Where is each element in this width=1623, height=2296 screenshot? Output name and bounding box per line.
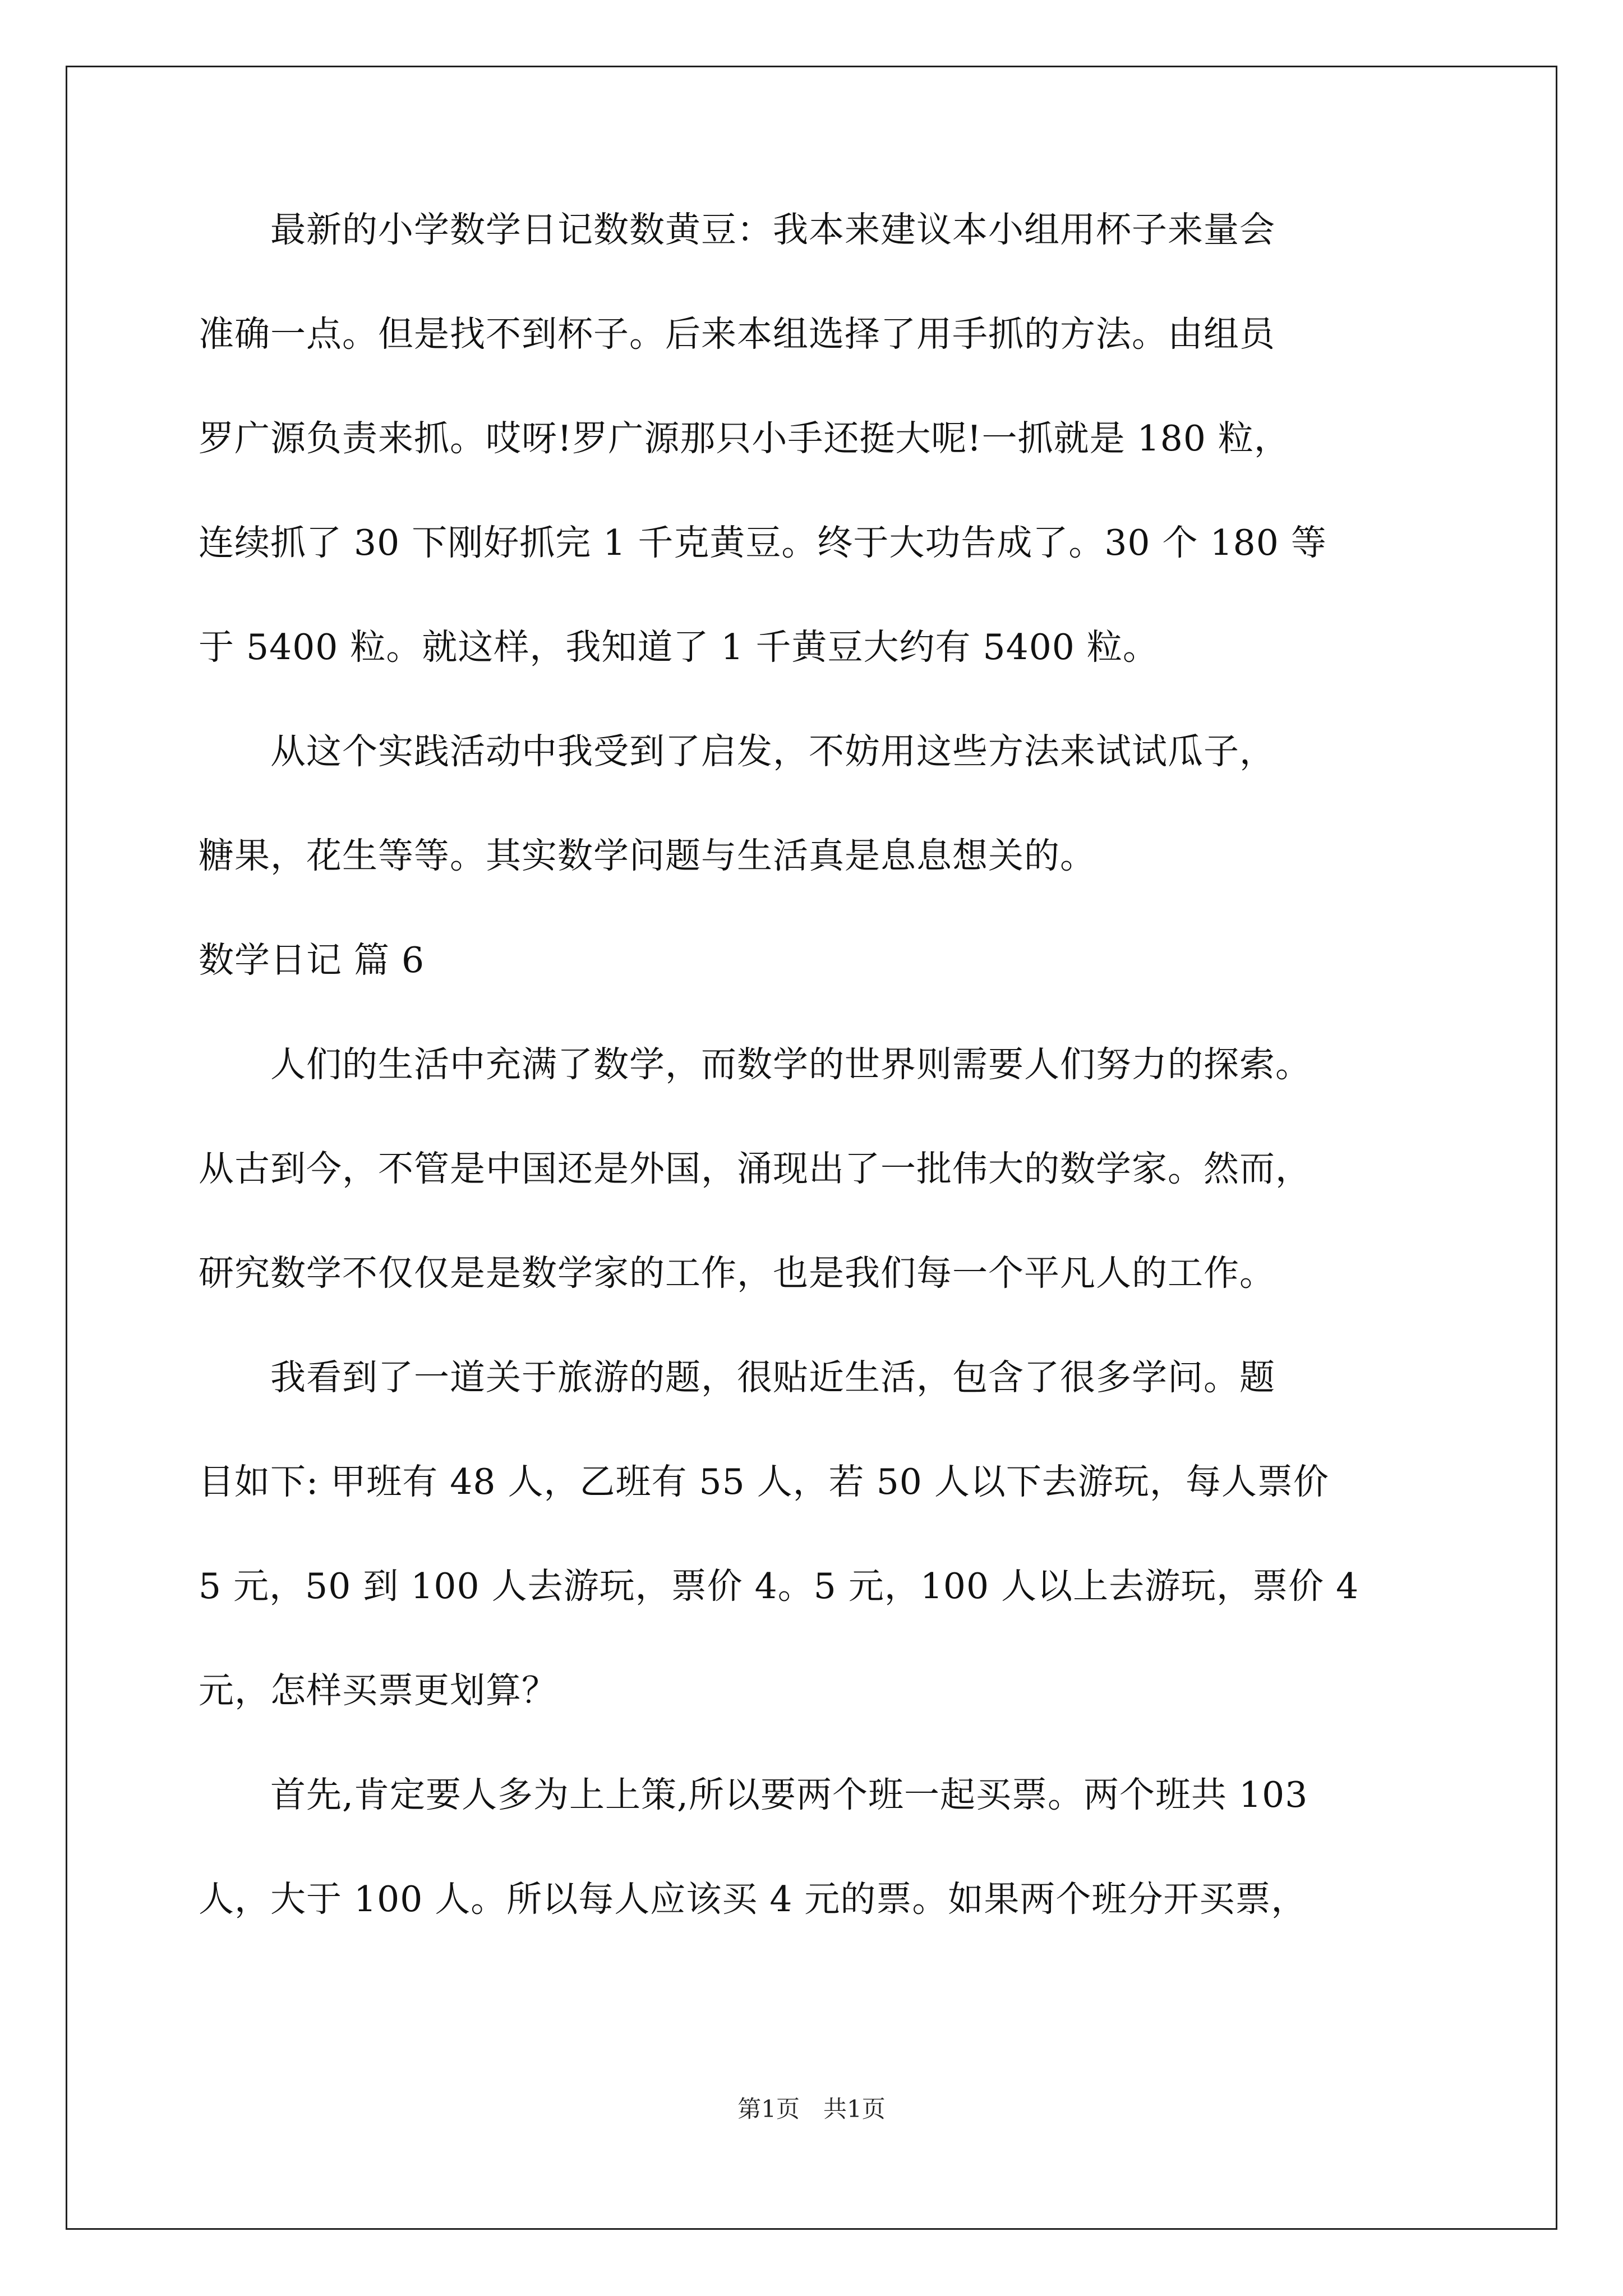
paragraph-line: 研究数学不仅仅是是数学家的工作，也是我们每一个平凡人的工作。 bbox=[199, 1253, 1275, 1294]
paragraph-line: 我看到了一道关于旅游的题，很贴近生活，包含了很多学问。题 bbox=[199, 1357, 1275, 1398]
paragraph-line: 于 5400 粒。就这样，我知道了 1 千黄豆大约有 5400 粒。 bbox=[199, 627, 1159, 668]
paragraph-line: 罗广源负责来抓。哎呀!罗广源那只小手还挺大呢!一抓就是 180 粒， bbox=[199, 418, 1290, 459]
section-heading: 数学日记 篇 6 bbox=[199, 940, 425, 981]
paragraph-line: 糖果，花生等等。其实数学问题与生活真是息息想关的。 bbox=[199, 835, 1096, 876]
paragraph-line: 准确一点。但是找不到杯子。后来本组选择了用手抓的方法。由组员 bbox=[199, 314, 1275, 355]
paragraph-line: 元，怎样买票更划算？ bbox=[199, 1670, 557, 1711]
paragraph-line: 从古到今，不管是中国还是外国，涌现出了一批伟大的数学家。然而， bbox=[199, 1148, 1311, 1189]
paragraph-line: 最新的小学数学日记数数黄豆：我本来建议本小组用杯子来量会 bbox=[199, 209, 1275, 250]
paragraph-line: 目如下: 甲班有 48 人，乙班有 55 人，若 50 人以下去游玩，每人票价 bbox=[199, 1461, 1329, 1502]
paragraph-line: 5 元，50 到 100 人去游玩，票价 4。5 元，100 人以上去游玩，票价 4 bbox=[199, 1566, 1359, 1607]
paragraph-line: 首先,肯定要人多为上上策,所以要两个班一起买票。两个班共 103 bbox=[199, 1774, 1308, 1815]
paragraph-line: 从这个实践活动中我受到了启发，不妨用这些方法来试试瓜子， bbox=[199, 731, 1275, 772]
paragraph-line: 连续抓了 30 下刚好抓完 1 千克黄豆。终于大功告成了。30 个 180 等 bbox=[199, 522, 1327, 563]
paragraph-line: 人，大于 100 人。所以每人应该买 4 元的票。如果两个班分开买票， bbox=[199, 1879, 1307, 1920]
page-footer: 第1页 共1页 bbox=[737, 2095, 886, 2123]
paragraph-line: 人们的生活中充满了数学，而数学的世界则需要人们努力的探索。 bbox=[199, 1044, 1311, 1085]
